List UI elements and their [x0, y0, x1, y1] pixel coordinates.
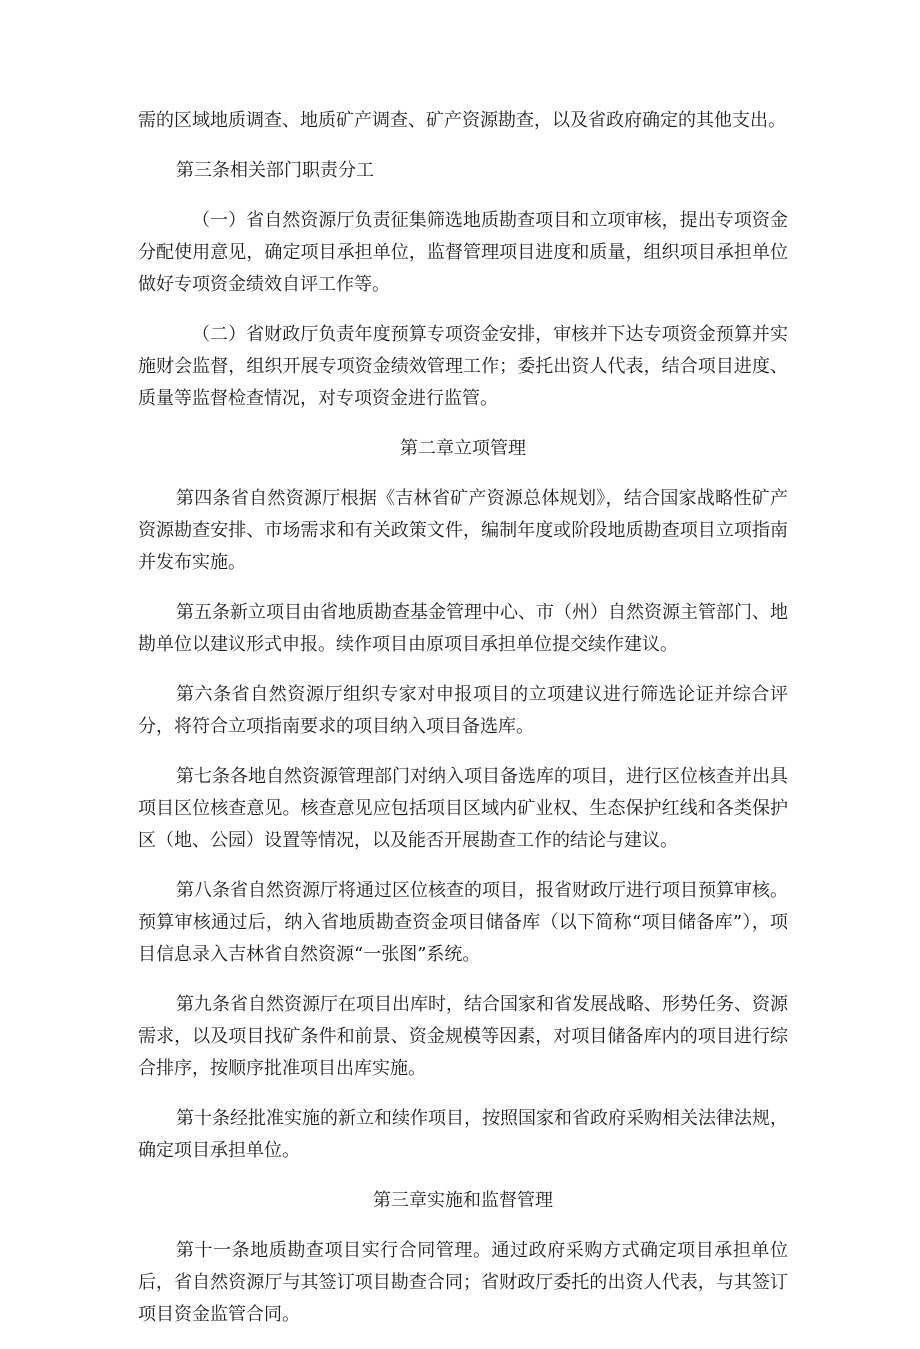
article-10: 第十条经批准实施的新立和续作项目，按照国家和省政府采购相关法律法规，确定项目承担单位。	[138, 1108, 788, 1161]
article-4: 第四条省自然资源厅根据《吉林省矿产资源总体规划》，结合国家战略性矿产资源勘查安排、市场需求和有关政策文件，编制年度或阶段地质勘查项目立项指南并发布实施。	[138, 488, 788, 573]
article-3-item-1: （一）省自然资源厅负责征集筛选地质勘查项目和立项审核，提出专项资金分配使用意见，确定项目承担单位，监督管理项目进度和质量，组织项目承担单位做好专项资金绩效自评工作等。	[138, 210, 788, 295]
document-page	[138, 105, 788, 1349]
paragraph-continuation: 需的区域地质调查、地质矿产调查、矿产资源勘查，以及省政府确定的其他支出。	[138, 110, 786, 131]
article-8: 第八条省自然资源厅将通过区位核查的项目，报省财政厅进行项目预算审核。预算审核通过后，纳入省地质勘查资金项目储备库（以下简称“项目储备库”），项目信息录入吉林省自然资源“一张图”系统。	[138, 880, 788, 965]
article-3-item-2: （二）省财政厅负责年度预算专项资金安排，审核并下达专项资金预算并实施财会监督，组织开展专项资金绩效管理工作；委托出资人代表，结合项目进度、质量等监督检查情况，对专项资金进行监管。	[138, 324, 788, 409]
article-5: 第五条新立项目由省地质勘查基金管理中心、市（州）自然资源主管部门、地勘单位以建议形式申报。续作项目由原项目承担单位提交续作建议。	[138, 602, 788, 655]
article-7: 第七条各地自然资源管理部门对纳入项目备选库的项目，进行区位核查并出具项目区位核查意见。核查意见应包括项目区域内矿业权、生态保护红线和各类保护区（地、公园）设置等情况，以及能否开展勘查工作的结论与建议。	[138, 766, 788, 851]
article-9: 第九条省自然资源厅在项目出库时，结合国家和省发展战略、形势任务、资源需求，以及项目找矿条件和前景、资金规模等因素，对项目储备库内的项目进行综合排序，按顺序批准项目出库实施。	[138, 994, 788, 1079]
article-3-title: 第三条相关部门职责分工	[176, 160, 374, 181]
chapter-2-heading: 第二章立项管理	[400, 438, 526, 459]
chapter-3-heading: 第三章实施和监督管理	[373, 1190, 553, 1211]
article-6: 第六条省自然资源厅组织专家对申报项目的立项建议进行筛选论证并综合评分，将符合立项指南要求的项目纳入项目备选库。	[138, 684, 788, 737]
article-11: 第十一条地质勘查项目实行合同管理。通过政府采购方式确定项目承担单位后，省自然资源厅与其签订项目勘查合同；省财政厅委托的出资人代表，与其签订项目资金监管合同。	[138, 1240, 788, 1325]
